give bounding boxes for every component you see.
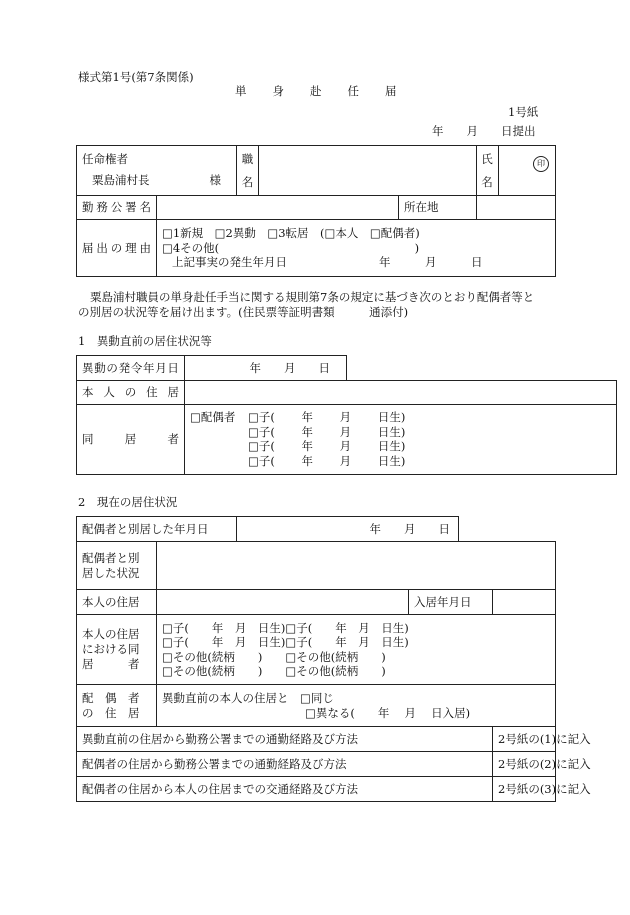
current-residence-label: 本人の住居 [77,590,157,615]
form-title: 単 身 赴 任 届 [235,84,398,98]
appointer-cell [77,146,237,196]
appointer-name: 粟島浦村長 [92,172,150,187]
route-row-3-note: 2号紙の(3)に記入 [493,777,556,802]
child-row[interactable]: □子( 年 月 日生) [248,439,406,453]
current-residence-field[interactable] [157,590,409,615]
reason-other[interactable]: □4その他( ) [162,240,420,255]
job-title-label-cell [237,146,259,196]
cohabit-row[interactable]: □子( 年 月 日生)□子( 年 月 日生) [162,635,409,649]
separation-status-label: 配偶者と別 居した状況 [77,542,157,590]
applicant-table [76,145,556,277]
current-cohabitant-label: 本人の住居 における同 居 者 [77,615,157,685]
statement-line-2: の別居の状況等を届け出ます。(住民票等証明書類 通添付) [78,305,409,319]
reason-date: 上記事実の発生年月日 年 月 日 [172,255,483,270]
spouse-residence-label: 配 偶 者 の 住 居 [77,685,157,727]
job-label-top: 職 [241,151,254,166]
statement-line-1: 粟島浦村職員の単身赴任手当に関する規則第7条の規定に基づき次のとおり配偶者等と [90,290,535,304]
cohabit-row[interactable]: □その他(続柄 ) □その他(続柄 ) [162,664,386,678]
job-label-bottom: 名 [241,174,254,189]
cohabit-row[interactable]: □子( 年 月 日生)□子( 年 月 日生) [162,620,409,635]
different-checkbox[interactable]: □異なる( 年 月 日入居) [305,705,471,720]
order-date-label: 異 動 の 発 令 年 月 日 [77,356,185,381]
residence-label: 本 人 の 住 居 [77,381,185,405]
sama-label: 様 [209,172,221,187]
name-label-bottom: 名 [481,174,493,189]
spouse-residence-field[interactable] [157,685,556,727]
residence-field[interactable] [185,381,617,405]
route-row-2-label: 配偶者の住居から勤務公署までの通勤経路及び方法 [77,752,493,777]
route-row-1-label: 異動直前の住居から勤務公署までの通勤経路及び方法 [77,727,493,752]
office-field[interactable] [157,196,399,220]
child-row[interactable]: □子( 年 月 日生) [248,453,406,468]
same-checkbox[interactable]: 異動直前の本人の住居と □同じ [162,690,334,705]
reason-label: 届 出 の 理 由 [77,220,157,277]
separation-status-field[interactable] [157,542,556,590]
location-field[interactable] [476,196,556,220]
job-title-field[interactable] [259,146,477,196]
cohabitant-field[interactable] [185,405,617,475]
cohabitant-label: 同 居 者 [77,405,185,475]
name-field[interactable] [498,146,556,196]
reason-field[interactable] [157,220,556,277]
cohabit-row[interactable]: □その他(続柄 ) □その他(続柄 ) [162,649,386,664]
child-row[interactable]: □子( 年 月 日生) [248,424,406,439]
current-cohabitant-field[interactable] [157,615,556,685]
section1-heading: 1 異動直前の居住状況等 [78,334,212,348]
submission-date: 年 月 日提出 [432,124,536,138]
order-date-field[interactable]: 年 月 日 [185,356,347,381]
section2-table [76,516,591,802]
spouse-checkbox[interactable]: □配偶者 [190,410,236,424]
name-label-cell [476,146,498,196]
appointer-label: 任命権者 [82,152,128,166]
seal-mark: 印 [533,156,549,172]
route-row-2-note: 2号紙の(2)に記入 [493,752,556,777]
section1-table [76,355,617,475]
route-row-1-note: 2号紙の(1)に記入 [493,727,556,752]
reason-options[interactable]: □1新規 □2異動 □3転居 (□本人 □配偶者) [162,225,420,240]
sheet-number: 1号紙 [508,105,539,119]
office-label: 勤 務 公 署 名 [77,196,157,220]
move-in-date-label: 入居年月日 [409,590,493,615]
move-in-date-field[interactable] [493,590,556,615]
separation-date-label: 配偶者と別居した年月日 [77,517,237,542]
route-row-3-label: 配偶者の住居から本人の住居までの交通経路及び方法 [77,777,493,802]
name-label-top: 氏 [481,151,493,166]
location-label: 所在地 [399,196,477,220]
form-number: 様式第1号(第7条関係) [78,70,194,84]
separation-date-field[interactable]: 年 月 日 [237,517,459,542]
section2-heading: 2 現在の居住状況 [78,495,178,509]
child-row[interactable]: □子( 年 月 日生) [248,410,406,424]
